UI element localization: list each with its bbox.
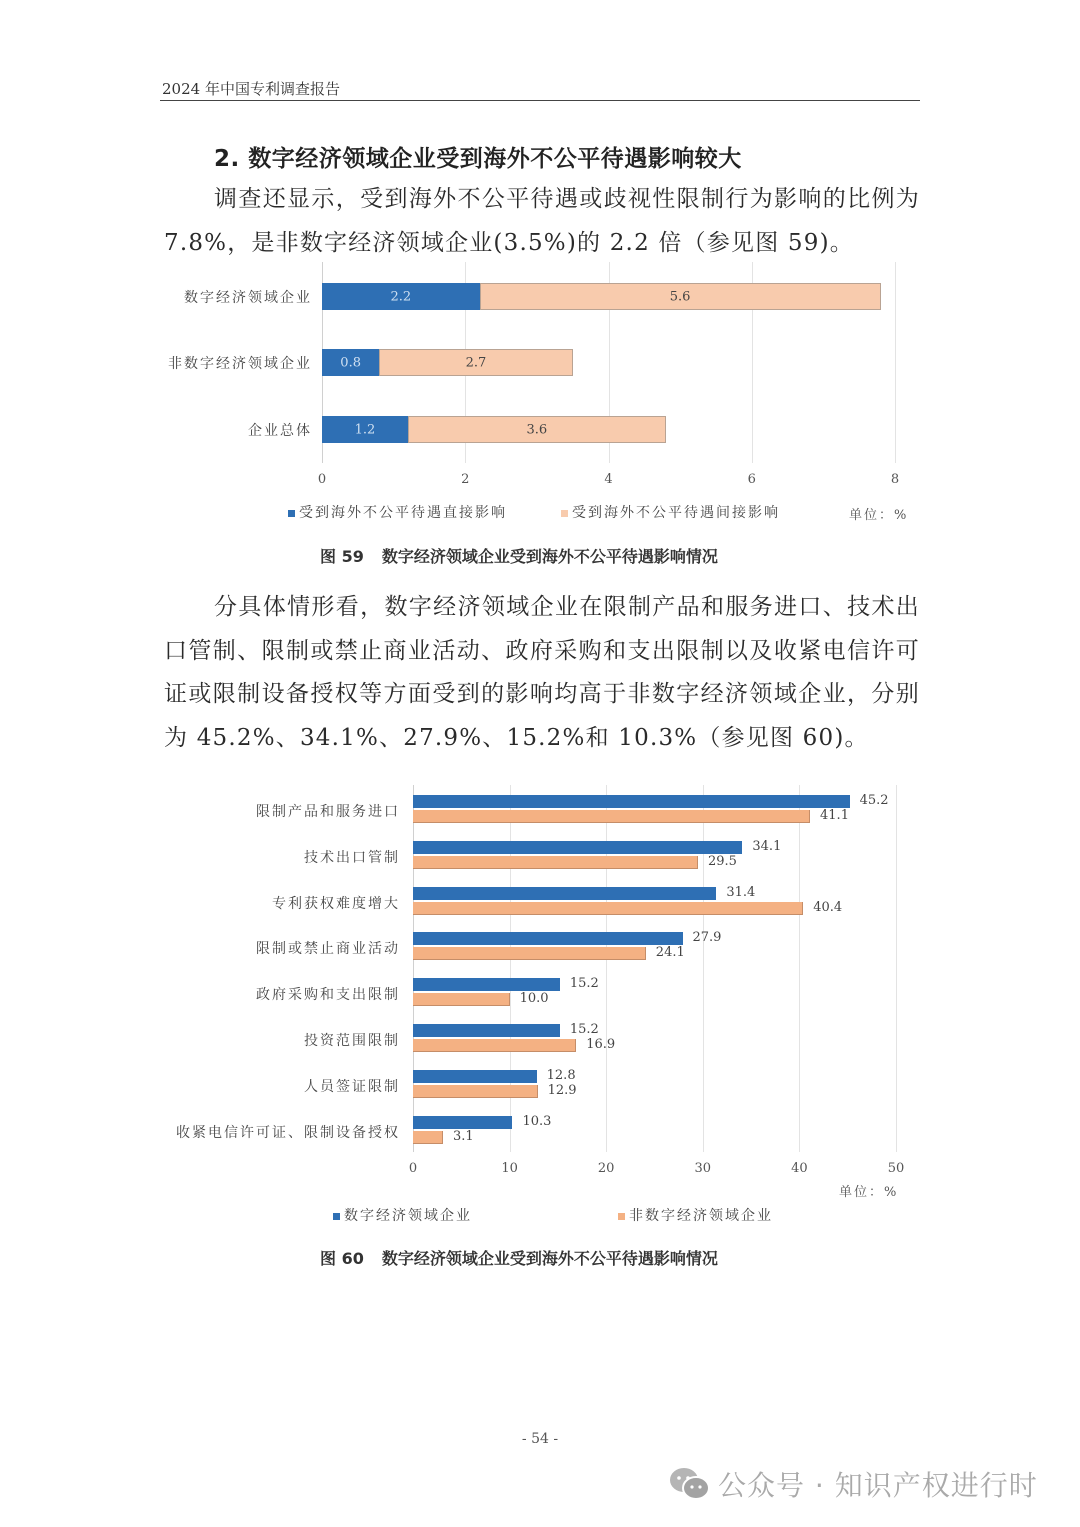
x-tick-label: 30 bbox=[694, 1161, 712, 1176]
gridline bbox=[895, 262, 896, 463]
bar-digital-value: 31.4 bbox=[726, 884, 756, 900]
x-tick-label: 8 bbox=[890, 472, 900, 487]
bar-direct-value: 0.8 bbox=[340, 355, 361, 370]
legend-label: 数字经济领域企业 bbox=[344, 1208, 472, 1224]
bar-non-digital bbox=[413, 947, 646, 960]
category-label: 人员签证限制 bbox=[304, 1078, 400, 1095]
legend-item-indirect bbox=[561, 502, 780, 522]
bar-non-digital bbox=[413, 902, 803, 915]
bar-indirect-value: 2.7 bbox=[465, 355, 487, 370]
bar-direct-value: 1.2 bbox=[354, 422, 376, 437]
bar-digital-value: 15.2 bbox=[569, 976, 599, 992]
figure-59-caption-number: 图 59 bbox=[320, 547, 364, 566]
section-title: 2. 数字经济领域企业受到海外不公平待遇影响较大 bbox=[214, 146, 742, 172]
bar-non-digital bbox=[413, 1085, 538, 1098]
bar-non-digital-value: 40.4 bbox=[813, 899, 843, 915]
header-divider bbox=[160, 100, 920, 101]
page-number: - 54 - bbox=[521, 1431, 559, 1447]
paragraph-1 bbox=[164, 178, 920, 265]
x-tick-label: 2 bbox=[461, 472, 470, 487]
unit-label: 单位：% bbox=[849, 508, 909, 523]
legend-swatch-blue bbox=[333, 1213, 340, 1220]
legend-label: 受到海外不公平待遇直接影响 bbox=[299, 505, 507, 521]
unit-label: 单位：% bbox=[839, 1185, 899, 1200]
legend-item-digital bbox=[333, 1205, 472, 1225]
paragraph-1-text: 调查还显示，受到海外不公平待遇或歧视性限制行为影响的比例为 7.8%，是非数字经济领域企业(3.5%)的 2.2 倍（参见图 59)。 bbox=[164, 186, 920, 256]
running-header: 2024 年中国专利调查报告 bbox=[162, 80, 340, 98]
legend-swatch-peach bbox=[561, 510, 568, 517]
paragraph-2-text: 分具体情形看，数字经济领域企业在限制产品和服务进口、技术出口管制、限制或禁止商业活动、政府采购和支出限制以及收紧电信许可证或限制设备授权等方面受到的影响均高于非数字经济领域企业，分别为 45.2%、34.1%、27.9%、15.2%和 10.3%（参见图 60)。 bbox=[164, 594, 920, 751]
bar-digital bbox=[413, 1116, 512, 1129]
bar-digital-value: 27.9 bbox=[692, 930, 722, 946]
legend-label: 非数字经济领域企业 bbox=[629, 1208, 773, 1224]
bar-digital-value: 45.2 bbox=[859, 793, 889, 808]
legend-swatch-blue bbox=[288, 510, 295, 517]
watermark-text: 公众号 · 知识产权进行时 bbox=[718, 1469, 1038, 1502]
category-label: 企业总体 bbox=[248, 423, 312, 439]
bar-digital-value: 15.2 bbox=[569, 1022, 599, 1037]
x-tick-label: 10 bbox=[501, 1161, 518, 1176]
bar-digital-value: 12.8 bbox=[546, 1067, 576, 1083]
legend-label: 受到海外不公平待遇间接影响 bbox=[572, 505, 780, 521]
bar-non-digital-value: 29.5 bbox=[707, 853, 737, 869]
bar-digital bbox=[413, 978, 560, 991]
bar-digital bbox=[413, 841, 742, 854]
category-label: 技术出口管制 bbox=[304, 849, 400, 866]
legend-swatch-orange bbox=[618, 1213, 625, 1220]
bar-non-digital bbox=[413, 810, 810, 823]
category-label: 限制或禁止商业活动 bbox=[256, 941, 400, 958]
bar-non-digital bbox=[413, 1131, 443, 1144]
bar-non-digital bbox=[413, 1039, 576, 1052]
bar-digital bbox=[413, 795, 850, 808]
category-label: 数字经济领域企业 bbox=[184, 290, 312, 306]
bar-direct-value: 2.2 bbox=[390, 289, 412, 304]
figure-60-caption bbox=[320, 1246, 718, 1269]
bar-non-digital-value: 10.0 bbox=[519, 991, 549, 1007]
bar-digital bbox=[413, 887, 716, 900]
paragraph-2 bbox=[164, 586, 920, 760]
figure-60-caption-number: 图 60 bbox=[320, 1249, 364, 1268]
watermark bbox=[668, 1464, 1038, 1504]
gridline bbox=[799, 785, 800, 1152]
category-label: 政府采购和支出限制 bbox=[256, 987, 400, 1004]
bar-non-digital-value: 24.1 bbox=[655, 945, 685, 961]
x-tick-label: 0 bbox=[408, 1161, 418, 1176]
bar-digital bbox=[413, 1024, 560, 1037]
legend-item-non-digital bbox=[618, 1205, 773, 1225]
bar-digital-value: 34.1 bbox=[752, 838, 782, 854]
bar-non-digital bbox=[413, 993, 510, 1006]
bar-digital bbox=[413, 932, 683, 945]
legend-item-direct bbox=[288, 502, 507, 522]
x-tick-label: 0 bbox=[317, 472, 327, 487]
figure-59-caption-text: 数字经济领域企业受到海外不公平待遇影响情况 bbox=[381, 547, 718, 566]
gridline bbox=[896, 785, 897, 1152]
category-label: 限制产品和服务进口 bbox=[256, 804, 400, 820]
x-tick-label: 6 bbox=[747, 472, 756, 487]
figure-60-caption-text: 数字经济领域企业受到海外不公平待遇影响情况 bbox=[381, 1249, 718, 1268]
x-tick-label: 40 bbox=[791, 1161, 808, 1176]
category-label: 收紧电信许可证、限制设备授权 bbox=[176, 1124, 400, 1141]
wechat-icon bbox=[668, 1466, 712, 1502]
figure-59-caption bbox=[320, 544, 718, 567]
category-label: 非数字经济领域企业 bbox=[168, 356, 312, 372]
bar-non-digital-value: 12.9 bbox=[547, 1082, 577, 1098]
category-label: 专利获权难度增大 bbox=[272, 895, 400, 912]
x-tick-label: 50 bbox=[887, 1161, 905, 1176]
category-label: 投资范围限制 bbox=[304, 1033, 400, 1049]
bar-digital-value: 10.3 bbox=[522, 1113, 552, 1129]
bar-indirect-value: 5.6 bbox=[669, 289, 691, 304]
bar-non-digital-value: 16.9 bbox=[586, 1037, 616, 1052]
bar-non-digital bbox=[413, 856, 698, 869]
bar-non-digital-value: 3.1 bbox=[452, 1128, 474, 1144]
bar-non-digital-value: 41.1 bbox=[820, 808, 849, 823]
x-tick-label: 20 bbox=[597, 1161, 615, 1176]
bar-indirect-value: 3.6 bbox=[526, 422, 548, 437]
x-tick-label: 4 bbox=[604, 472, 613, 487]
bar-digital bbox=[413, 1070, 537, 1083]
